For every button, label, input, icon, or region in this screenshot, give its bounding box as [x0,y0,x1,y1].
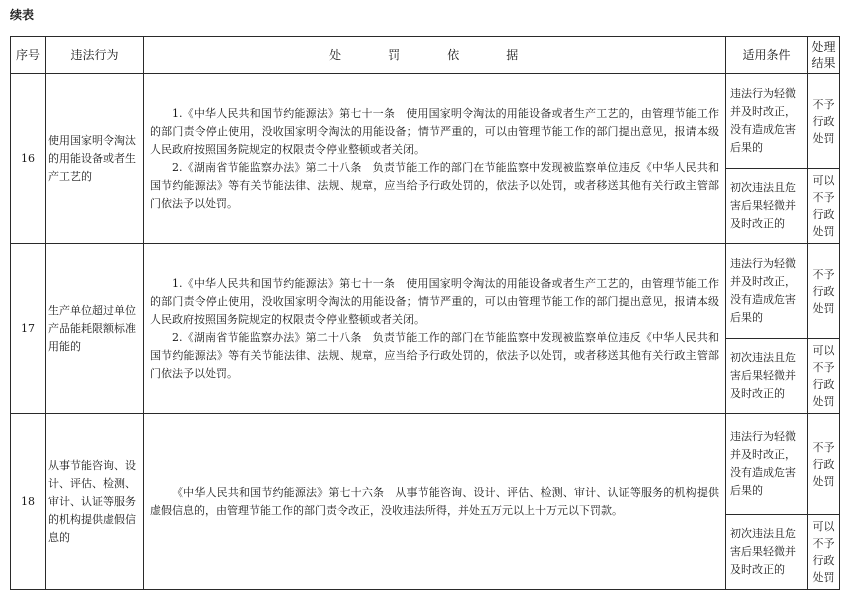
result-cell: 不予行政处罚 [808,414,840,515]
header-result-line2: 结果 [811,56,836,70]
table-caption: 续表 [10,8,35,22]
header-act: 违法行为 [46,37,144,74]
basis-paragraph-1: 《中华人民共和国节约能源法》第七十六条 从事节能咨询、设计、评估、检测、审计、认证等服务的机构提供虚假信息的，由管理节能工作的部门责令改正，没收违法所得，并处五万元以上十万元以下罚款。 [150,485,719,517]
condition-cell: 初次违法且危害后果轻微并及时改正的 [726,515,808,590]
row-number: 17 [11,244,46,414]
table-header-row [11,37,840,74]
penalty-basis [144,244,726,414]
violation-act: 使用国家明令淘汰的用能设备或者生产工艺的 [46,74,144,244]
basis-paragraph-2: 2.《湖南省节能监察办法》第二十八条 负责节能工作的部门在节能监察中发现被监察单位违反《中华人民共和国节约能源法》等有关节能法律、法规、规章，应当给予行政处罚的，依法予以处罚，或者移送其他有关行政主管部门依法予以处罚。 [150,160,719,210]
table-row [11,244,840,339]
row-number: 18 [11,414,46,590]
condition-cell: 初次违法且危害后果轻微并及时改正的 [726,339,808,414]
table-row [11,74,840,169]
condition-cell: 违法行为轻微并及时改正，没有造成危害后果的 [726,414,808,515]
result-cell: 可以不予行政处罚 [808,169,840,244]
penalty-basis [144,74,726,244]
header-no: 序号 [11,37,46,74]
result-cell: 不予行政处罚 [808,244,840,339]
violation-act: 从事节能咨询、设计、评估、检测、审计、认证等服务的机构提供虚假信息的 [46,414,144,590]
row-number: 16 [11,74,46,244]
basis-paragraph-2: 2.《湖南省节能监察办法》第二十八条 负责节能工作的部门在节能监察中发现被监察单位违反《中华人民共和国节约能源法》等有关节能法律、法规、规章，应当给予行政处罚的，依法予以处罚，或者移送其他有关行政主管部门依法予以处罚。 [150,330,719,380]
violation-act: 生产单位超过单位产品能耗限额标准用能的 [46,244,144,414]
header-result-line1: 处理 [811,40,836,54]
header-condition: 适用条件 [726,37,808,74]
header-result [808,37,840,74]
result-cell: 可以不予行政处罚 [808,339,840,414]
table-row [11,414,840,515]
basis-paragraph-1: 1.《中华人民共和国节约能源法》第七十一条 使用国家明令淘汰的用能设备或者生产工艺的，由管理节能工作的部门责令停止使用，没收国家明令淘汰的用能设备；情节严重的，可以由管理节能工作的部门提出意见，报请本级人民政府按照国务院规定的权限责令停业整顿或者关闭。 [150,276,719,326]
result-cell: 可以不予行政处罚 [808,515,840,590]
penalty-basis [144,414,726,590]
result-cell: 不予行政处罚 [808,74,840,169]
basis-paragraph-1: 1.《中华人民共和国节约能源法》第七十一条 使用国家明令淘汰的用能设备或者生产工艺的，由管理节能工作的部门责令停止使用，没收国家明令淘汰的用能设备；情节严重的，可以由管理节能工作的部门提出意见，报请本级人民政府按照国务院规定的权限责令停业整顿或者关闭。 [150,106,719,156]
penalty-table [10,36,840,590]
condition-cell: 违法行为轻微并及时改正，没有造成危害后果的 [726,244,808,339]
header-basis: 处 罚 依 据 [144,37,726,74]
condition-cell: 违法行为轻微并及时改正，没有造成危害后果的 [726,74,808,169]
condition-cell: 初次违法且危害后果轻微并及时改正的 [726,169,808,244]
